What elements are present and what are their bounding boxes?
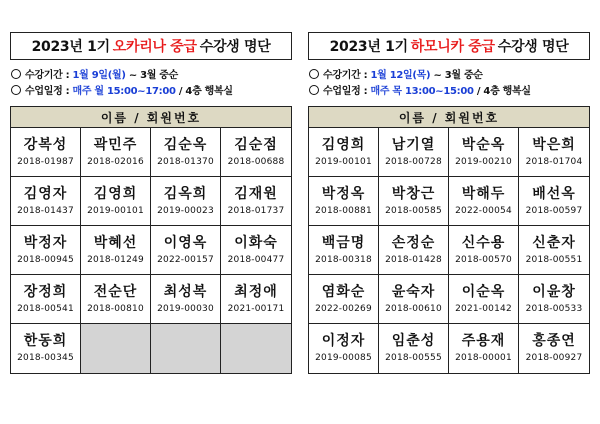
period-start: 1월 12일(목)	[370, 70, 431, 81]
member-number: 2018-01428	[385, 254, 442, 265]
member-cell	[221, 177, 291, 226]
member-cell	[11, 177, 81, 226]
circle-bullet-icon	[309, 85, 319, 95]
member-number: 2018-01737	[227, 205, 285, 216]
class-schedule: 수업일정 : 매주 월 15:00~17:00 / 4층 행복실	[10, 84, 292, 100]
member-name: 이윤창	[532, 283, 576, 300]
member-cell	[519, 324, 589, 373]
member-cell	[449, 226, 519, 275]
schedule-time: 매주 월 15:00~17:00	[72, 86, 176, 97]
member-cell	[519, 177, 589, 226]
course-period: 수강기간 : 1월 9일(월) ~ 3월 중순	[10, 68, 292, 84]
member-name: 박정옥	[321, 185, 366, 202]
member-cell	[11, 275, 81, 324]
member-number: 2018-01249	[87, 254, 144, 265]
member-cell	[309, 177, 379, 226]
circle-bullet-icon	[309, 69, 319, 79]
harmonica-member-table	[308, 106, 590, 374]
member-number: 2021-00171	[227, 303, 285, 314]
member-number: 2018-00688	[227, 156, 285, 167]
class-schedule: 수업일정 : 매주 목 13:00~15:00 / 4층 행복실	[308, 84, 590, 100]
member-cell	[81, 177, 151, 226]
member-name: 장정희	[23, 283, 68, 300]
member-cell	[449, 128, 519, 177]
ocarina-title	[10, 32, 292, 60]
circle-bullet-icon	[11, 69, 21, 79]
member-name: 신춘자	[532, 234, 576, 251]
member-name: 김영희	[321, 136, 366, 153]
member-name: 김순점	[234, 136, 278, 153]
member-name: 최성복	[163, 283, 208, 300]
member-name: 김영희	[93, 185, 138, 202]
ocarina-roster-panel	[10, 32, 292, 374]
member-name: 배선옥	[532, 185, 576, 202]
member-name: 박은희	[532, 136, 576, 153]
member-number: 2018-00533	[525, 303, 583, 314]
course-period: 수강기간 : 1월 12일(목) ~ 3월 중순	[308, 68, 590, 84]
member-number: 2018-00728	[385, 156, 442, 167]
member-name: 강복성	[23, 136, 68, 153]
member-cell	[519, 128, 589, 177]
empty-cell	[151, 324, 221, 373]
member-name: 임춘성	[391, 333, 436, 349]
member-number: 2018-00881	[315, 205, 372, 216]
member-cell	[11, 324, 81, 373]
harmonica-roster-panel	[308, 32, 590, 374]
member-cell	[519, 275, 589, 324]
member-name: 박정자	[23, 234, 68, 251]
member-number: 2022-00157	[157, 254, 214, 265]
member-name: 최정애	[234, 283, 278, 300]
member-cell	[221, 275, 291, 324]
title-year: 2023년 1기	[31, 39, 110, 55]
member-cell	[151, 128, 221, 177]
title-suffix: 수강생 명단	[497, 39, 569, 55]
member-number: 2018-00318	[315, 254, 372, 265]
circle-bullet-icon	[11, 85, 21, 95]
title-course: 하모니카 중급	[410, 39, 495, 55]
member-cell	[221, 128, 291, 177]
member-number: 2018-00570	[455, 254, 512, 265]
member-name: 남기열	[391, 136, 436, 153]
member-name: 김재원	[234, 185, 278, 202]
table-header: 이름 / 회원번호	[11, 107, 291, 128]
member-number: 2018-00927	[525, 353, 583, 363]
member-cell	[81, 275, 151, 324]
member-cell	[151, 177, 221, 226]
member-number: 2018-02016	[87, 156, 144, 167]
harmonica-title	[308, 32, 590, 60]
member-number: 2019-00101	[87, 205, 144, 216]
member-number: 2019-00210	[455, 156, 512, 167]
member-cell	[11, 128, 81, 177]
member-number: 2019-00030	[157, 303, 214, 314]
schedule-time: 매주 목 13:00~15:00	[370, 86, 474, 97]
member-name: 김옥희	[163, 185, 208, 202]
member-cell	[449, 177, 519, 226]
member-grid	[309, 128, 589, 373]
table-header: 이름 / 회원번호	[309, 107, 589, 128]
member-number: 2018-00541	[17, 303, 74, 314]
member-cell	[81, 226, 151, 275]
member-name: 손정순	[391, 234, 436, 251]
title-course: 오카리나 중급	[112, 39, 197, 55]
member-number: 2018-00945	[17, 254, 74, 265]
member-cell	[11, 226, 81, 275]
member-number: 2018-00555	[385, 353, 442, 363]
member-name: 박혜선	[93, 234, 138, 251]
member-number: 2018-00551	[525, 254, 583, 265]
member-cell	[309, 128, 379, 177]
member-number: 2019-00101	[315, 156, 372, 167]
member-name: 이화숙	[234, 234, 278, 251]
member-number: 2019-00023	[157, 205, 214, 216]
member-cell	[379, 324, 449, 373]
title-suffix: 수강생 명단	[199, 39, 271, 55]
member-cell	[151, 226, 221, 275]
member-cell	[309, 324, 379, 373]
member-name: 백금명	[321, 234, 366, 251]
member-number: 2018-01704	[525, 156, 583, 167]
member-name: 박순옥	[461, 136, 506, 153]
member-cell	[151, 275, 221, 324]
member-number: 2022-00054	[455, 205, 512, 216]
member-cell	[309, 275, 379, 324]
empty-cell	[81, 324, 151, 373]
member-cell	[379, 128, 449, 177]
ocarina-member-table	[10, 106, 292, 374]
member-number: 2018-00001	[455, 353, 512, 363]
member-cell	[519, 226, 589, 275]
member-name: 윤숙자	[391, 283, 436, 300]
member-cell	[379, 177, 449, 226]
member-name: 염화순	[321, 283, 366, 300]
member-name: 박해두	[461, 185, 506, 202]
member-number: 2018-01987	[17, 156, 74, 167]
member-name: 곽민주	[93, 136, 138, 153]
member-name: 이영옥	[163, 234, 208, 251]
member-cell	[449, 275, 519, 324]
member-number: 2018-00345	[17, 353, 74, 363]
member-number: 2018-00477	[227, 254, 285, 265]
member-name: 이정자	[321, 333, 366, 349]
member-name: 이순옥	[461, 283, 506, 300]
member-cell	[379, 275, 449, 324]
member-number: 2018-00597	[525, 205, 583, 216]
member-name: 한동희	[23, 333, 68, 349]
member-name: 김순옥	[163, 136, 208, 153]
member-number: 2021-00142	[455, 303, 512, 314]
empty-cell	[221, 324, 291, 373]
member-name: 김영자	[23, 185, 68, 202]
member-cell	[449, 324, 519, 373]
member-name: 홍종연	[532, 333, 576, 349]
member-cell	[221, 226, 291, 275]
title-year: 2023년 1기	[329, 39, 408, 55]
member-cell	[309, 226, 379, 275]
member-number: 2018-01370	[157, 156, 214, 167]
member-number: 2018-00810	[87, 303, 144, 314]
member-number: 2018-01437	[17, 205, 74, 216]
member-name: 주용재	[461, 333, 506, 349]
member-number: 2019-00085	[315, 353, 372, 363]
period-start: 1월 9일(월)	[72, 70, 126, 81]
member-number: 2018-00585	[385, 205, 442, 216]
member-cell	[81, 128, 151, 177]
member-name: 신수용	[461, 234, 506, 251]
member-name: 박창근	[391, 185, 436, 202]
member-number: 2022-00269	[315, 303, 372, 314]
member-number: 2018-00610	[385, 303, 442, 314]
member-cell	[379, 226, 449, 275]
member-name: 전순단	[93, 283, 138, 300]
member-grid	[11, 128, 291, 373]
